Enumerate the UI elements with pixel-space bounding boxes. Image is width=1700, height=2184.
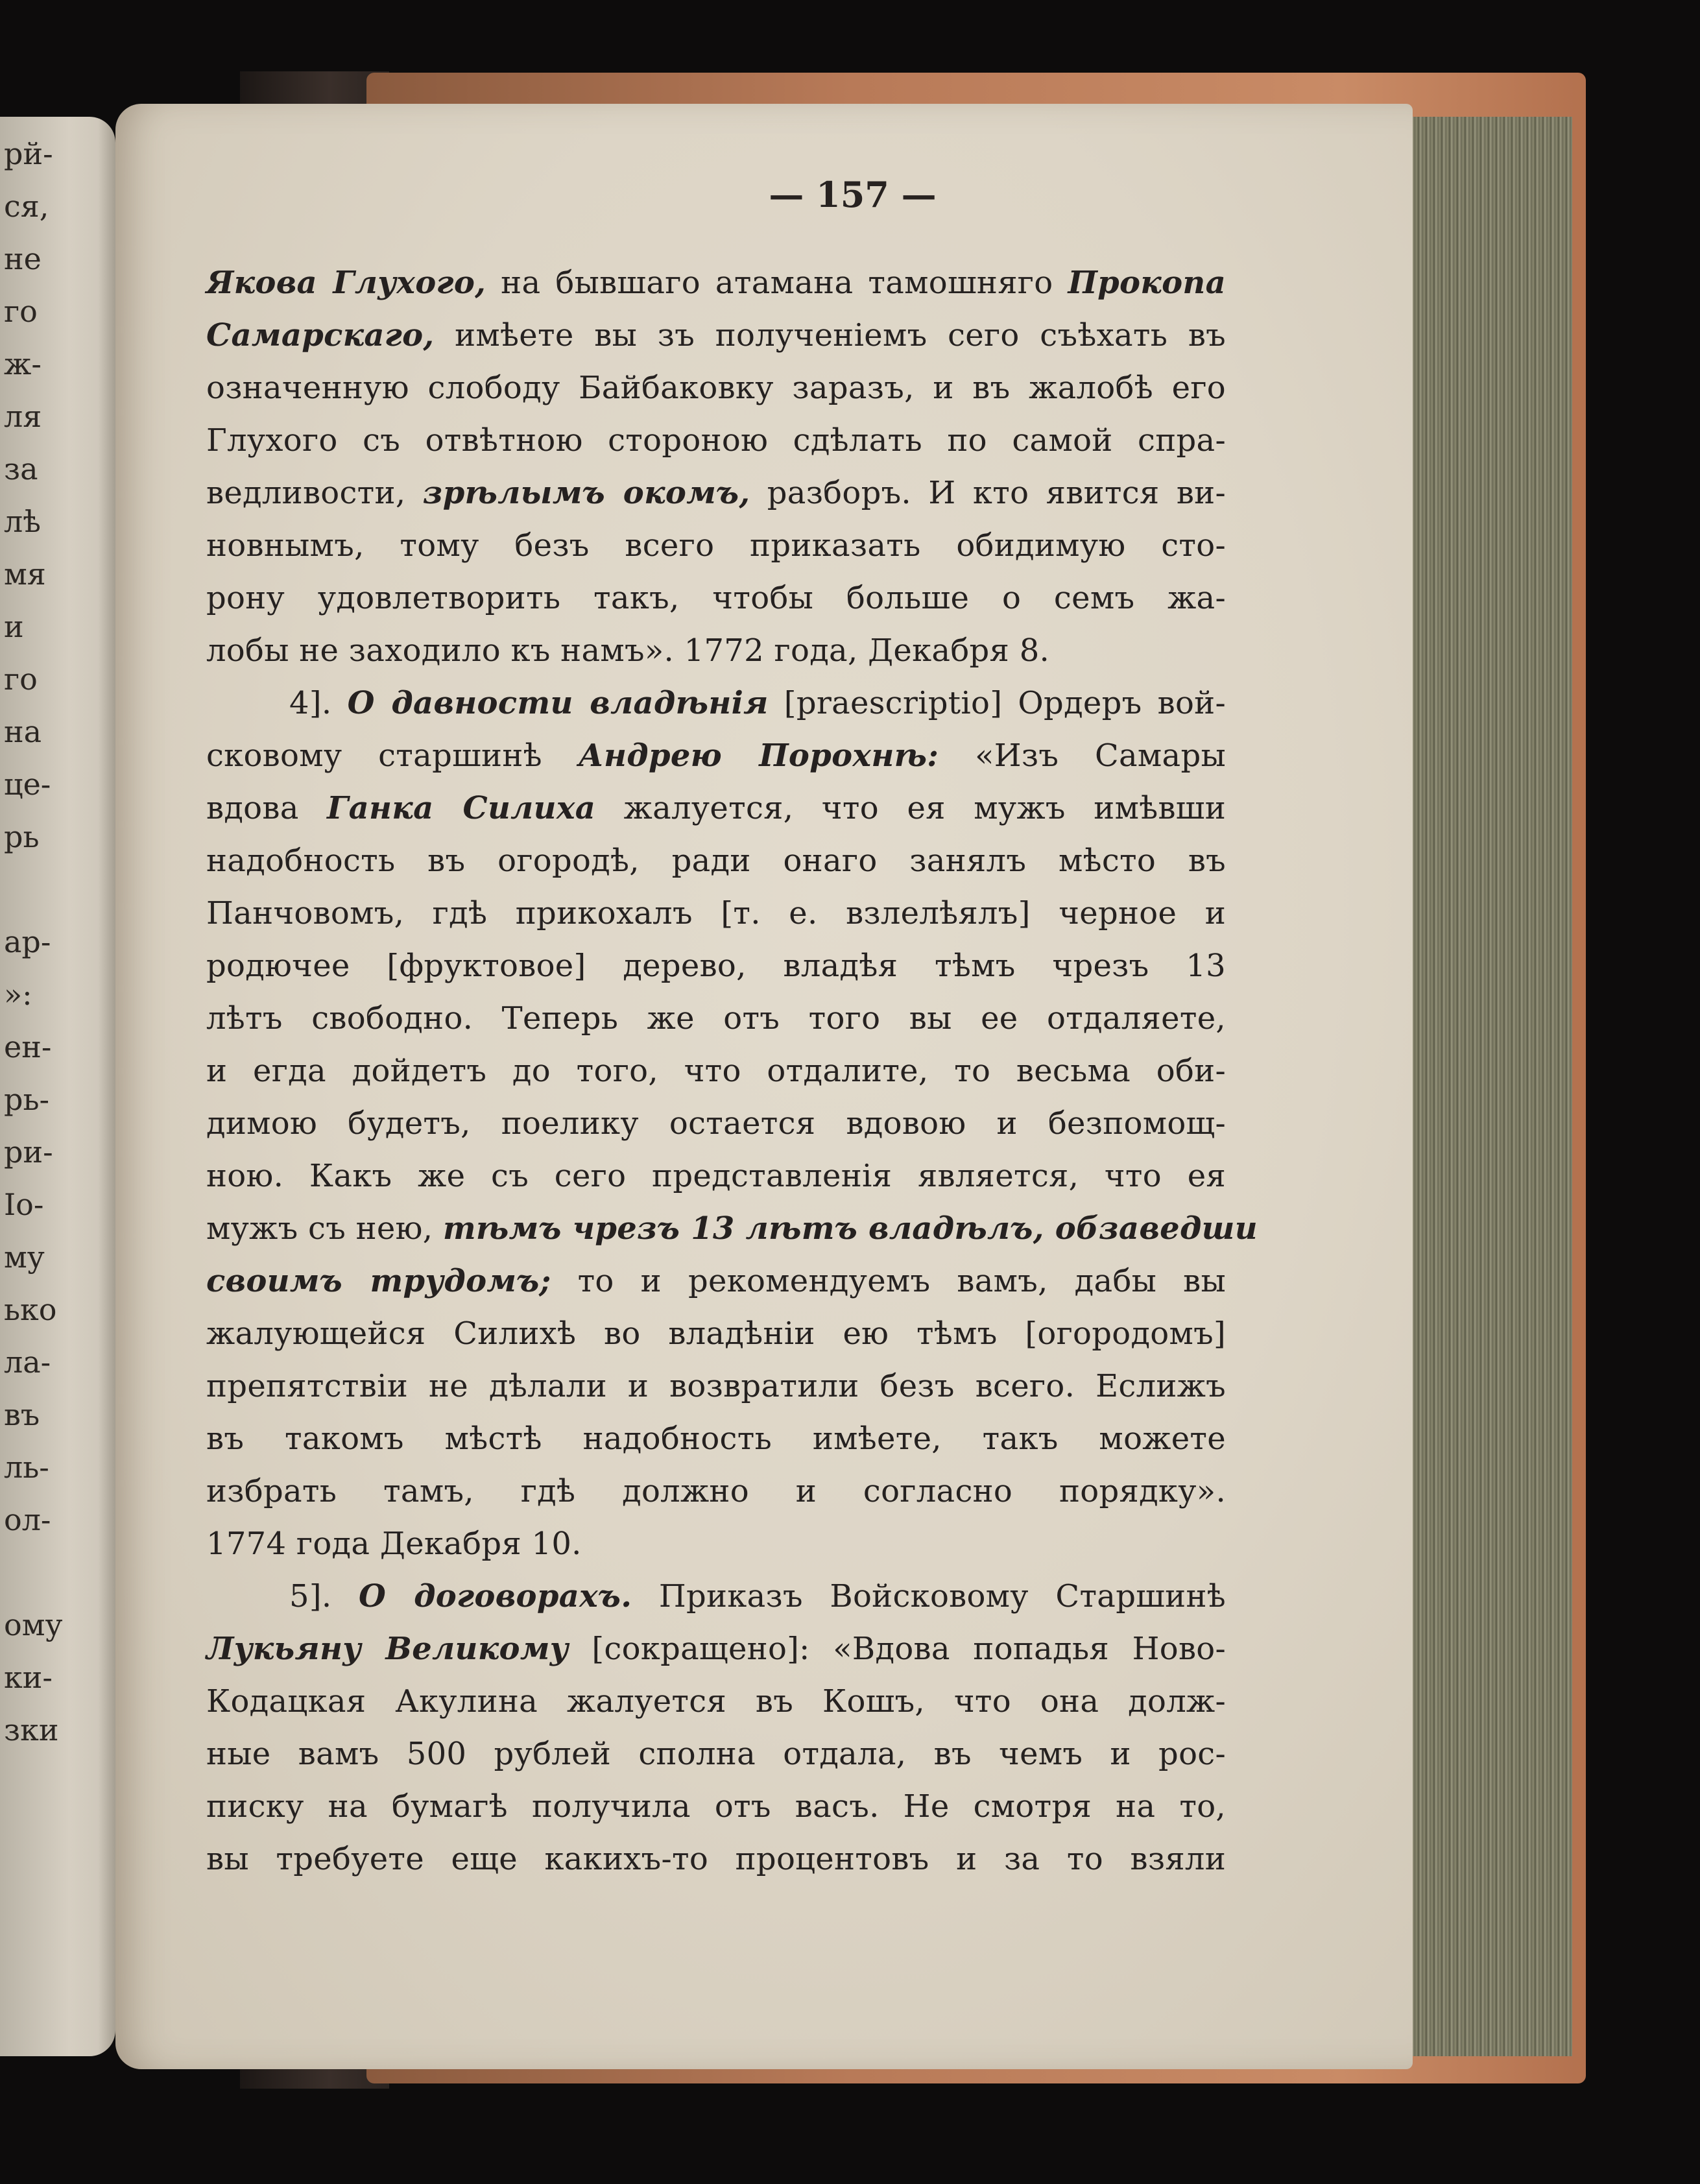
text-line bbox=[206, 572, 1226, 625]
text-span: лобы не заходило къ намъ». 1772 года, Декабря 8. bbox=[206, 632, 1050, 669]
text-line bbox=[206, 1098, 1226, 1150]
text-span: [сокращено]: «Вдова попадья Ново- bbox=[568, 1631, 1226, 1667]
text-span: имѣете вы зъ полученіемъ сего съѣхать въ bbox=[434, 317, 1226, 354]
page-edges bbox=[1404, 117, 1572, 2056]
left-page-fragment: ля bbox=[4, 399, 42, 434]
text-span: «Изъ Самары bbox=[939, 738, 1226, 774]
left-page-fragment: не bbox=[4, 241, 42, 276]
text-span: вы требуете еще какихъ-то процентовъ и за то взяли bbox=[206, 1841, 1226, 1877]
text-line bbox=[206, 1045, 1226, 1098]
italic-span: своимъ трудомъ; bbox=[206, 1263, 551, 1299]
text-line bbox=[206, 257, 1226, 309]
text-line bbox=[206, 992, 1226, 1045]
left-page-fragment: мя bbox=[4, 557, 46, 592]
text-line bbox=[206, 1728, 1226, 1781]
text-line bbox=[206, 309, 1226, 362]
text-line bbox=[206, 1308, 1226, 1360]
text-span: и егда дойдетъ до того, что отдалите, то весьма оби- bbox=[206, 1053, 1226, 1089]
text-line bbox=[206, 1413, 1226, 1465]
text-span: димою будетъ, поелику остается вдовою и безпомощ- bbox=[206, 1105, 1226, 1142]
text-span: жалующейся Силихѣ во владѣніи ею тѣмъ [огородомъ] bbox=[206, 1315, 1226, 1352]
text-line bbox=[206, 1570, 1226, 1623]
text-line bbox=[206, 414, 1226, 467]
left-page-fragment: ки- bbox=[4, 1660, 53, 1695]
text-line bbox=[206, 1675, 1226, 1728]
text-span: жалуется, что ея мужъ имѣвши bbox=[595, 790, 1226, 826]
left-page-fragment: ому bbox=[4, 1607, 63, 1642]
left-page-fragment: ль- bbox=[4, 1450, 49, 1485]
italic-span: О давности владѣнія bbox=[347, 685, 769, 721]
text-line bbox=[206, 1150, 1226, 1203]
text-line bbox=[206, 940, 1226, 992]
text-span: вдова bbox=[206, 790, 328, 826]
text-span: на бывшаго атамана тамошняго bbox=[486, 265, 1068, 301]
left-page-fragment: це- bbox=[4, 767, 51, 802]
text-span: 1774 года Декабря 10. bbox=[206, 1526, 582, 1562]
text-span: ною. Какъ же съ сего представленія является, что ея bbox=[206, 1158, 1226, 1194]
left-page-fragment: на bbox=[4, 714, 42, 749]
left-page-fragment: го bbox=[4, 294, 38, 329]
text-span: Кодацкая Акулина жалуется въ Кошъ, что она долж- bbox=[206, 1683, 1226, 1720]
text-span: мужъ съ нею, bbox=[206, 1210, 443, 1247]
text-line bbox=[206, 1255, 1226, 1308]
text-span: ведливости, bbox=[206, 475, 423, 511]
italic-span: Ганка Силиха bbox=[327, 790, 596, 826]
text-line bbox=[206, 887, 1226, 940]
text-line bbox=[206, 1623, 1226, 1675]
text-span: писку на бумагѣ получила отъ васъ. Не смотря на то, bbox=[206, 1788, 1226, 1825]
text-line bbox=[206, 782, 1226, 835]
italic-span: тѣмъ чрезъ 13 лѣтъ владѣлъ, обзаведши bbox=[442, 1210, 1258, 1247]
left-page-fragment: го bbox=[4, 662, 38, 697]
text-span: новнымъ, тому безъ всего приказать обидимую сто- bbox=[206, 527, 1226, 564]
text-span: сковому старшинѣ bbox=[206, 738, 579, 774]
italic-span: О договорахъ. bbox=[359, 1578, 632, 1614]
text-span: въ такомъ мѣстѣ надобность имѣете, такъ можете bbox=[206, 1421, 1226, 1457]
text-line bbox=[206, 467, 1226, 520]
left-page-fragment: въ bbox=[4, 1397, 40, 1432]
left-page-fragment: ся, bbox=[4, 189, 49, 224]
left-page-fragment: и bbox=[4, 609, 24, 644]
text-span: Глухого съ отвѣтною стороною сдѣлать по самой спра- bbox=[206, 422, 1226, 459]
text-span: избрать тамъ, гдѣ должно и согласно порядку». bbox=[206, 1473, 1226, 1509]
left-page-fragment: ько bbox=[4, 1292, 57, 1327]
text-span: то и рекомендуемъ вамъ, дабы вы bbox=[551, 1263, 1226, 1299]
text-span: лѣтъ свободно. Теперь же отъ того вы ее отдаляете, bbox=[206, 1000, 1226, 1037]
left-page bbox=[0, 117, 115, 2056]
left-page-fragment: ар- bbox=[4, 924, 51, 959]
text-line bbox=[206, 677, 1226, 730]
left-page-fragment: рь- bbox=[4, 1082, 50, 1117]
italic-span: Якова Глухого, bbox=[206, 265, 486, 301]
text-span: ные вамъ 500 рублей сполна отдала, въ чемъ и рос- bbox=[206, 1736, 1226, 1772]
text-line bbox=[206, 835, 1226, 887]
left-page-fragment: рь bbox=[4, 819, 40, 854]
text-span: Панчовомъ, гдѣ прикохалъ [т. е. взлелѣялъ] черное и bbox=[206, 895, 1226, 931]
page-text bbox=[206, 257, 1258, 1886]
text-span: 5]. bbox=[289, 1578, 359, 1614]
text-span: надобность въ огородѣ, ради онаго занялъ мѣсто въ bbox=[206, 843, 1226, 879]
text-span: родючее [фруктовое] дерево, владѣя тѣмъ чрезъ 13 bbox=[206, 948, 1226, 984]
italic-span: Андрею Порохнѣ: bbox=[578, 738, 939, 774]
text-line bbox=[206, 1203, 1258, 1255]
text-span: препятствіи не дѣлали и возвратили безъ всего. Еслижъ bbox=[206, 1368, 1226, 1404]
italic-span: Самарскаго, bbox=[206, 317, 435, 354]
page-number: — 157 — bbox=[769, 174, 937, 215]
text-line bbox=[206, 1781, 1226, 1833]
text-span: Приказъ Войсковому Старшинѣ bbox=[632, 1578, 1226, 1614]
text-line bbox=[206, 520, 1226, 572]
left-page-fragment: лѣ bbox=[4, 504, 41, 539]
text-line bbox=[206, 730, 1226, 782]
left-page-fragment: ж- bbox=[4, 346, 42, 381]
text-line bbox=[206, 1360, 1226, 1413]
text-span: разборъ. И кто явится ви- bbox=[750, 475, 1226, 511]
left-page-fragment: ла- bbox=[4, 1345, 51, 1380]
left-page-fragment: за bbox=[4, 451, 38, 486]
left-page-fragment: рй- bbox=[4, 136, 53, 171]
text-line bbox=[206, 1465, 1226, 1518]
text-line bbox=[206, 1518, 1226, 1570]
left-page-fragment: му bbox=[4, 1240, 45, 1275]
text-span: означенную слободу Байбаковку заразъ, и въ жалобѣ его bbox=[206, 370, 1226, 406]
text-span: рону удовлетворить такъ, чтобы больше о семъ жа- bbox=[206, 580, 1226, 616]
italic-span: зрѣлымъ окомъ, bbox=[422, 475, 750, 511]
italic-span: Прокопа bbox=[1068, 265, 1226, 301]
left-page-fragment: »: bbox=[4, 977, 32, 1012]
text-line bbox=[206, 625, 1226, 677]
text-span: [praescriptio] Ордеръ вой- bbox=[768, 685, 1226, 721]
text-line bbox=[206, 362, 1226, 414]
italic-span: Лукьяну Великому bbox=[206, 1631, 569, 1667]
left-page-fragment: ен- bbox=[4, 1029, 52, 1064]
text-span: 4]. bbox=[289, 685, 348, 721]
left-page-fragment: ол- bbox=[4, 1502, 51, 1537]
left-page-fragment: зки bbox=[4, 1712, 59, 1747]
left-page-fragment: Іо- bbox=[4, 1187, 44, 1222]
text-line bbox=[206, 1833, 1226, 1886]
left-page-fragment: ри- bbox=[4, 1134, 53, 1170]
